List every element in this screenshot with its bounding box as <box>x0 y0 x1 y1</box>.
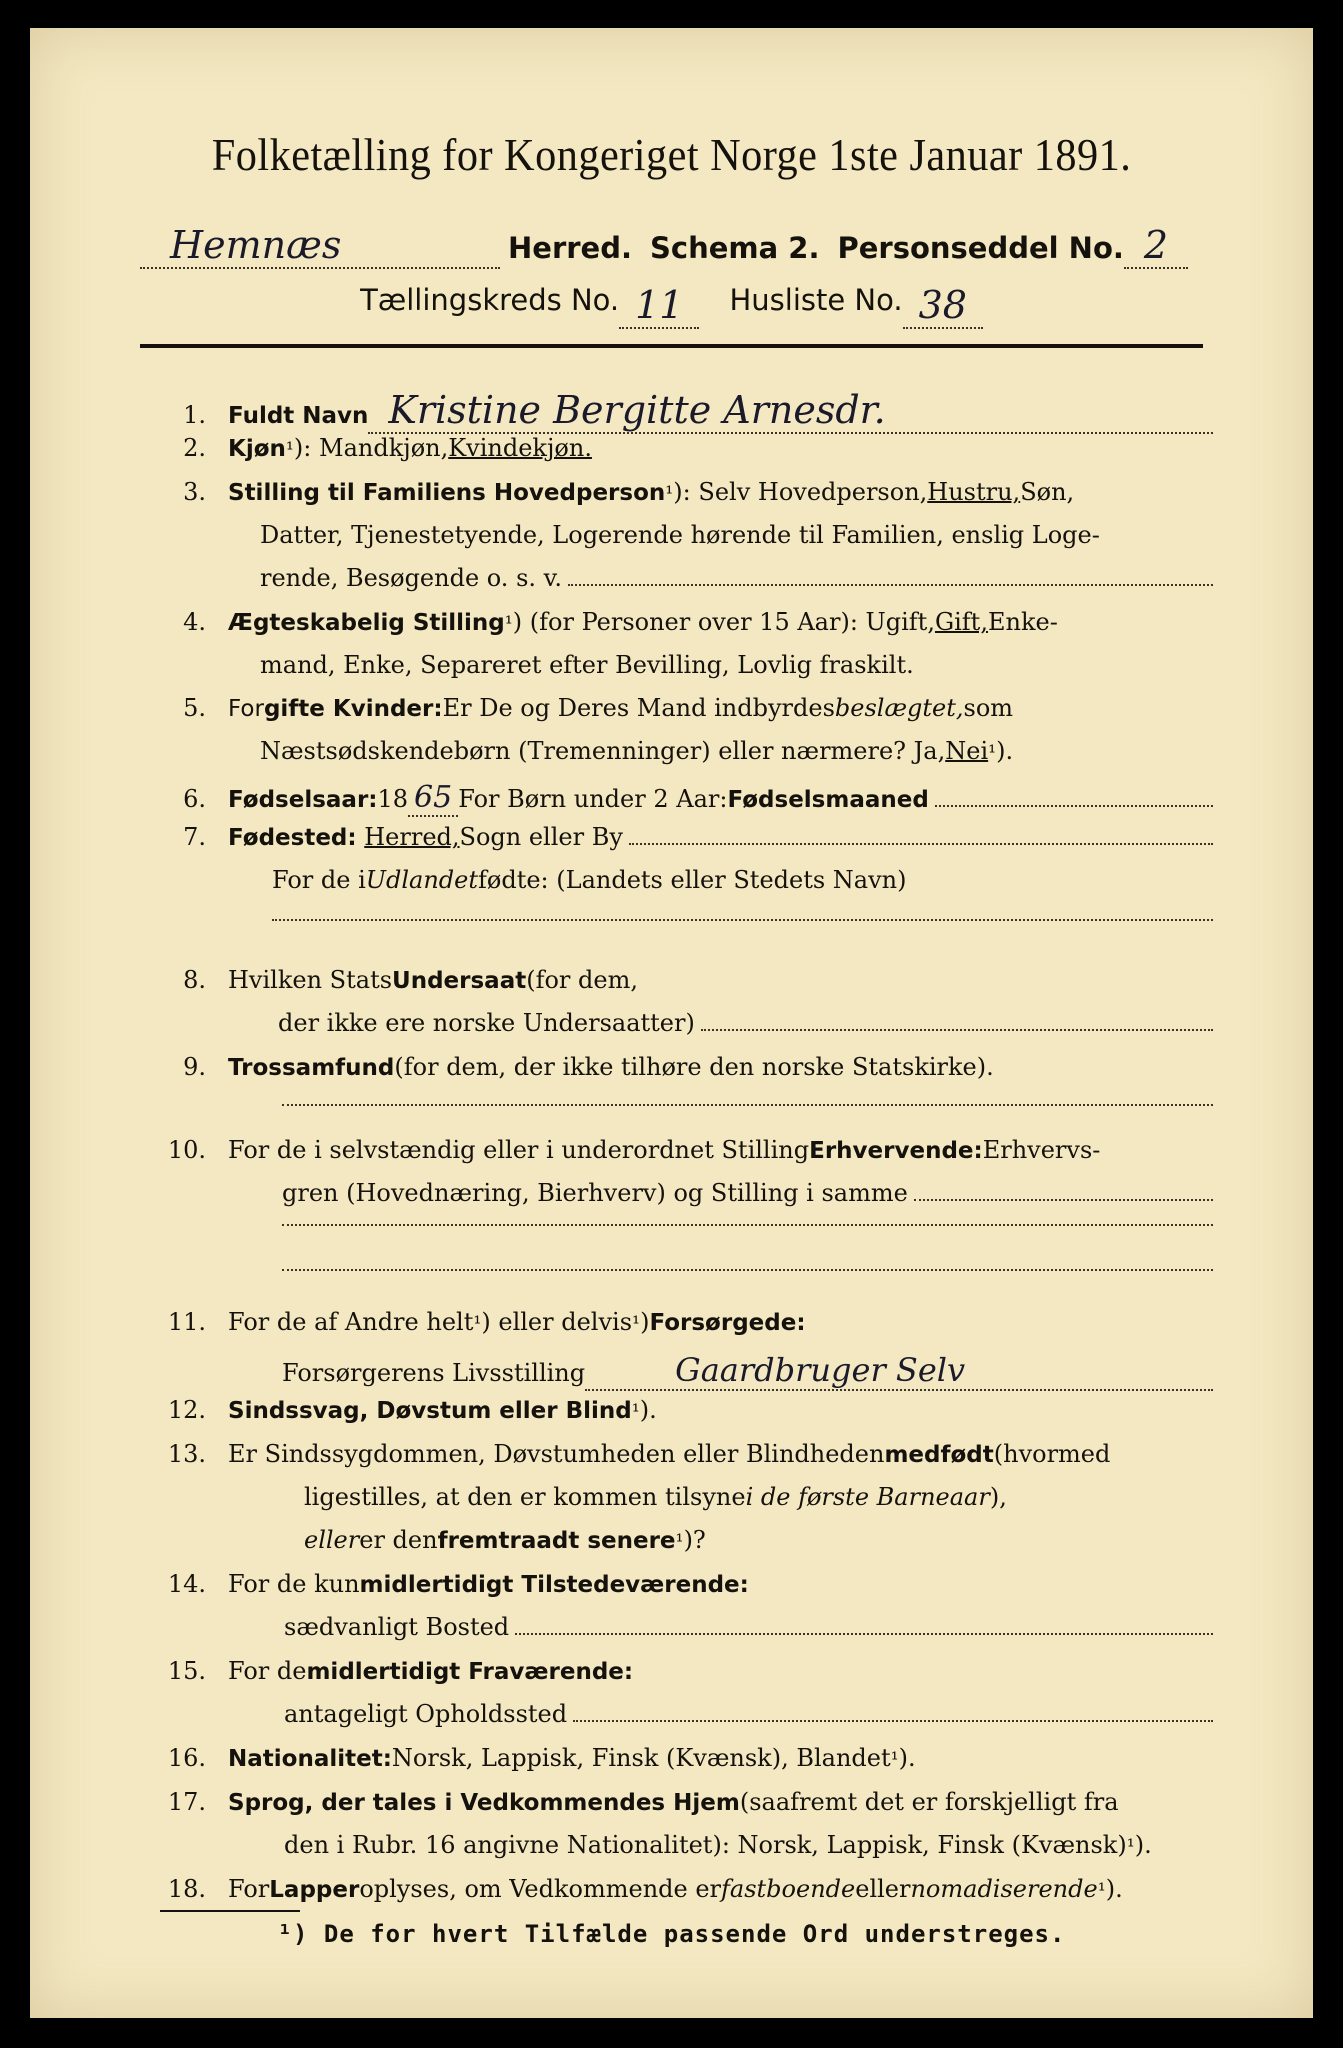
item-text: For <box>228 696 264 722</box>
item-text: ) eller delvis <box>481 1308 633 1336</box>
item-text: Er De og Deres Mand indbyrdes <box>442 694 835 722</box>
item-text: fødte: (Landets eller Stedets Navn) <box>478 866 907 894</box>
item-number: 5. <box>183 694 206 722</box>
item-text: Norsk, Lappisk, Finsk (Kvænsk), Blandet <box>391 1744 891 1772</box>
footnote-mark: ¹ <box>1097 1878 1106 1902</box>
item-number: 6. <box>183 785 206 813</box>
item-label: Ægteskabelig Stilling <box>228 610 505 636</box>
item-number: 16. <box>167 1744 206 1772</box>
birth-year-handwritten: 65 <box>408 780 458 817</box>
footnote-mark: ¹ <box>285 437 294 461</box>
item-number: 12. <box>167 1396 206 1424</box>
husliste-number-handwritten: 38 <box>903 283 983 329</box>
item-italic: Udlandet <box>365 866 479 894</box>
item-text: (hvormed <box>993 1440 1111 1468</box>
item-text: rende, Besøgende o. s. v. <box>260 564 562 592</box>
schema-label: Schema 2. <box>650 231 820 265</box>
footnote-mark: ¹ <box>675 1529 684 1553</box>
item-text: der ikke ere norske Undersaatter) <box>278 1009 695 1037</box>
item-italic: eller <box>304 1526 360 1554</box>
item-text: Er Sindssygdommen, Døvstumheden eller Blindheden <box>228 1440 885 1468</box>
item-3 <box>150 478 1213 506</box>
item-10-line-4 <box>282 1268 1213 1271</box>
item-number: 3. <box>183 478 206 506</box>
item-6 <box>150 780 1213 817</box>
item-3-line-3 <box>260 564 1213 592</box>
item-label: midlertidigt Tilstedeværende: <box>359 1572 749 1598</box>
item-5 <box>150 694 1213 722</box>
item-label: midlertidigt Fraværende: <box>306 1659 634 1685</box>
footnote-mark: ¹ <box>473 1311 482 1335</box>
full-name-handwritten: Kristine Bergitte Arnesdr. <box>368 388 1213 434</box>
footnote-mark: ¹ <box>1126 1834 1135 1858</box>
item-text: For Børn under 2 Aar: <box>458 785 728 813</box>
item-italic: fastboende <box>721 1875 856 1903</box>
item-10-line-3 <box>282 1223 1213 1226</box>
item-3-line-2: Datter, Tjenestetyende, Logerende hørende til Familien, enslig Loge- <box>260 521 1100 549</box>
header-line-herred <box>140 223 1203 269</box>
item-text: Hvilken Stats <box>228 966 393 994</box>
item-text: (for dem, <box>526 966 638 994</box>
dotted-fill <box>272 918 1213 921</box>
footnote: ¹) De for hvert Tilfælde passende Ord understreges. <box>277 1920 1066 1948</box>
item-text: Sogn eller By <box>459 823 623 851</box>
item-text: gren (Hovednæring, Bierhverv) og Stilling i samme <box>282 1179 908 1207</box>
item-7-line-2 <box>272 866 1213 894</box>
item-text: sædvanligt Bosted <box>284 1613 510 1641</box>
item-text: ). <box>1134 1831 1152 1859</box>
item-number: 8. <box>183 966 206 994</box>
item-label: fremtraadt senere <box>437 1528 676 1554</box>
item-label: Stilling til Familiens Hovedperson <box>228 480 666 506</box>
footnote-mark: ¹ <box>632 1311 641 1335</box>
item-number: 18. <box>167 1875 206 1903</box>
item-number: 10. <box>167 1136 206 1164</box>
item-text: ). <box>1105 1875 1123 1903</box>
underlined-answer: Herred, <box>364 823 460 851</box>
item-11-line-2 <box>282 1351 1213 1391</box>
header-rule <box>140 344 1203 348</box>
provider-occupation-handwritten: Gaardbruger Selv <box>585 1351 1213 1391</box>
item-text: Enke- <box>987 608 1058 636</box>
item-14-line-2 <box>284 1613 1213 1641</box>
item-9-line-2 <box>282 1103 1213 1106</box>
husliste-label: Husliste No. <box>729 283 903 317</box>
item-18 <box>150 1875 1213 1903</box>
dotted-fill <box>573 1719 1213 1722</box>
item-number: 17. <box>167 1788 206 1816</box>
item-text: den i Rubr. 16 angivne Nationalitet): Norsk, Lappisk, Finsk (Kvænsk) <box>284 1831 1127 1859</box>
item-label: Nationalitet: <box>228 1746 392 1772</box>
header-line-kreds <box>140 283 1203 329</box>
item-8-line-2 <box>278 1009 1213 1037</box>
item-text: antageligt Opholdssted <box>284 1700 568 1728</box>
item-5-line-2 <box>260 737 1213 765</box>
item-text: 18 <box>377 785 409 813</box>
item-text: For de <box>228 1657 307 1685</box>
item-4 <box>150 608 1213 636</box>
item-text: Erhvervs- <box>982 1136 1101 1164</box>
item-number: 1. <box>183 401 206 429</box>
item-text: ). <box>996 737 1014 765</box>
item-4-line-2: mand, Enke, Separeret efter Bevilling, Lovlig fraskilt. <box>260 651 914 679</box>
item-italic: nomadiserende <box>910 1875 1098 1903</box>
herred-label: Herred. <box>508 231 632 265</box>
dotted-fill <box>935 804 1213 807</box>
item-text: For de i selvstændig eller i underordnet Stilling <box>228 1136 810 1164</box>
item-number: 14. <box>167 1570 206 1598</box>
item-14 <box>150 1570 1213 1598</box>
item-13-line-3 <box>304 1526 1213 1554</box>
item-text: ) <box>640 1308 650 1336</box>
item-text: ): Selv Hovedperson, <box>673 478 928 506</box>
item-label: Fuldt Navn <box>228 403 369 429</box>
dotted-fill <box>515 1632 1213 1635</box>
item-label: Fødselsmaaned <box>727 787 929 813</box>
item-label: Sindssvag, Døvstum eller Blind <box>228 1398 632 1424</box>
item-label: gifte Kvinder: <box>263 696 443 722</box>
item-text: Næstsødskendebørn (Tremenninger) eller nærmere? Ja, <box>260 737 946 765</box>
item-15 <box>150 1657 1213 1685</box>
item-number: 4. <box>183 608 206 636</box>
item-text: For de i <box>272 866 366 894</box>
item-label: medfødt <box>884 1442 994 1468</box>
item-text: som <box>963 694 1014 722</box>
item-number: 15. <box>167 1657 206 1685</box>
item-label: Fødested: <box>228 825 357 851</box>
underlined-answer: Hustru, <box>927 478 1021 506</box>
item-text: eller <box>855 1875 911 1903</box>
item-17 <box>150 1788 1213 1816</box>
item-label: Kjøn <box>228 436 286 462</box>
kreds-number-handwritten: 11 <box>619 283 699 329</box>
item-text: ) (for Personer over 15 Aar): Ugift, <box>512 608 935 636</box>
item-text: ligestilles, at den er kommen tilsyne <box>304 1483 746 1511</box>
item-text: )? <box>683 1526 706 1554</box>
item-number: 11. <box>167 1308 206 1336</box>
item-label: Lapper <box>269 1877 360 1903</box>
dotted-fill <box>629 842 1213 845</box>
item-text: ), <box>989 1483 1007 1511</box>
dotted-fill <box>282 1268 1213 1271</box>
item-8 <box>150 966 1213 994</box>
item-12 <box>150 1396 1213 1424</box>
underlined-answer: Kvindekjøn. <box>448 434 592 462</box>
item-text: For <box>228 1875 270 1903</box>
item-text: Forsørgerens Livsstilling <box>282 1359 586 1387</box>
underlined-answer: Nei <box>945 737 989 765</box>
dotted-fill <box>701 1028 1213 1031</box>
item-text: er den <box>359 1526 438 1554</box>
item-label: Forsørgede: <box>649 1310 806 1336</box>
personseddel-label: Personseddel No. <box>837 231 1124 265</box>
form-title: Folketælling for Kongeriget Norge 1ste Januar 1891. <box>211 129 1132 180</box>
item-11 <box>150 1308 1213 1336</box>
item-17-line-2 <box>284 1831 1213 1859</box>
item-2 <box>150 434 1213 462</box>
item-text: For de kun <box>228 1570 360 1598</box>
item-text: ). <box>639 1396 657 1424</box>
dotted-fill <box>568 583 1213 586</box>
kreds-label: Tællingskreds No. <box>360 283 620 317</box>
item-text: oplyses, om Vedkommende er <box>359 1875 722 1903</box>
item-13 <box>150 1440 1213 1468</box>
footnote-rule <box>160 1910 300 1912</box>
item-16 <box>150 1744 1213 1772</box>
item-number: 9. <box>183 1053 206 1081</box>
item-label: Undersaat <box>392 968 527 994</box>
footnote-mark: ¹ <box>665 481 674 505</box>
dotted-fill <box>282 1103 1213 1106</box>
item-9 <box>150 1053 1213 1081</box>
item-number: 13. <box>167 1440 206 1468</box>
dotted-fill <box>282 1223 1213 1226</box>
footnote-mark: ¹ <box>631 1399 640 1423</box>
item-10-line-2 <box>282 1179 1213 1207</box>
footnote-mark: ¹ <box>890 1747 899 1771</box>
herred-name-handwritten: Hemnæs <box>140 223 500 269</box>
item-text: ). <box>898 1744 916 1772</box>
footnote-mark: ¹ <box>504 611 513 635</box>
item-italic: i de første Barneaar <box>745 1483 990 1511</box>
item-13-line-2 <box>304 1483 1213 1511</box>
item-1 <box>150 388 1213 434</box>
personseddel-number-handwritten: 2 <box>1124 223 1188 269</box>
item-15-line-2 <box>284 1700 1213 1728</box>
item-label: Fødselsaar: <box>228 787 378 813</box>
footnote-mark: ¹ <box>988 740 997 764</box>
item-text: (for dem, der ikke tilhøre den norske Statskirke). <box>394 1053 994 1081</box>
item-label: Trossamfund <box>228 1055 395 1081</box>
item-text: ): Mandkjøn, <box>293 434 449 462</box>
dotted-fill <box>914 1198 1213 1201</box>
item-label: Erhvervende: <box>809 1138 983 1164</box>
item-text: For de af Andre helt <box>228 1308 474 1336</box>
item-text: (saafremt det er forskjelligt fra <box>739 1788 1119 1816</box>
census-form <box>30 28 1313 2018</box>
item-label: Sprog, der tales i Vedkommendes Hjem <box>228 1790 740 1816</box>
underlined-answer: Gift, <box>934 608 988 636</box>
item-number: 7. <box>183 823 206 851</box>
item-7-line-3 <box>272 918 1213 921</box>
item-10 <box>150 1136 1213 1164</box>
item-7 <box>150 823 1213 851</box>
item-text: Søn, <box>1020 478 1075 506</box>
item-number: 2. <box>183 434 206 462</box>
item-italic: beslægtet, <box>834 694 964 722</box>
